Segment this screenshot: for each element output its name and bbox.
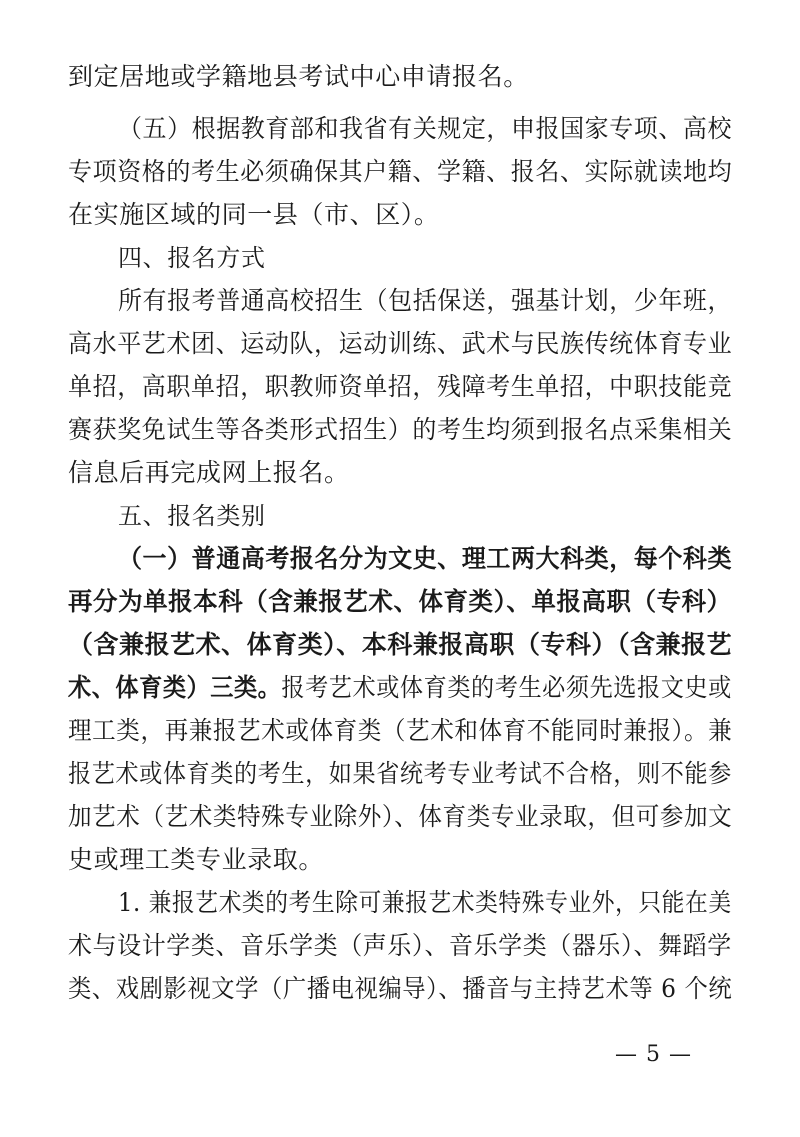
text-line: 报艺术或体育类的考生，如果省统考专业考试不合格，则不能参	[68, 759, 732, 788]
text-line: 1. 兼报艺术类的考生除可兼报艺术类特殊专业外，只能在美	[118, 888, 732, 917]
text-line: （五）根据教育部和我省有关规定，申报国家专项、高校	[118, 114, 733, 143]
text-line: 理工类，再兼报艺术或体育类（艺术和体育不能同时兼报）。兼	[68, 716, 733, 745]
text-line-bold: （含兼报艺术、体育类）、本科兼报高职（专科）（含兼报艺	[68, 630, 733, 659]
text-line: 所有报考普通高校招生（包括保送，强基计划，少年班，	[118, 286, 733, 315]
text-line: 专项资格的考生必须确保其户籍、学籍、报名、实际就读地均	[68, 157, 733, 186]
section-heading-5: 五、报名类别	[118, 502, 266, 530]
text-line: 高水平艺术团、运动队，运动训练、武术与民族传统体育专业	[68, 329, 733, 358]
text-line: 史或理工类专业录取。	[68, 845, 325, 874]
text-line: 单招，高职单招，职教师资单招，残障考生单招，中职技能竞	[68, 372, 733, 401]
page-number: — 5 —	[615, 1042, 692, 1067]
text-line-mixed	[68, 673, 732, 703]
text-segment-bold: 术、体育类）三类。	[68, 673, 282, 702]
text-line-bold: （一）普通高考报名分为文史、理工两大科类，每个科类	[118, 544, 733, 573]
text-line: 信息后再完成网上报名。	[68, 458, 350, 487]
text-line: 加艺术（艺术类特殊专业除外）、体育类专业录取，但可参加文	[68, 802, 733, 831]
text-line-bold: 再分为单报本科（含兼报艺术、体育类）、单报高职（专科）	[68, 587, 732, 616]
text-line: 赛获奖免试生等各类形式招生）的考生均须到报名点采集相关	[68, 415, 733, 444]
text-line: 到定居地或学籍地县考试中心申请报名。	[68, 62, 529, 91]
text-line: 在实施区域的同一县（市、区）。	[68, 200, 440, 229]
section-heading-4: 四、报名方式	[118, 244, 266, 272]
text-segment: 报考艺术或体育类的考生必须先选报文史或	[281, 673, 732, 702]
text-line: 术与设计学类、音乐学类（声乐）、音乐学类（器乐）、舞蹈学	[68, 931, 732, 960]
text-line: 类、戏剧影视文学（广播电视编导）、播音与主持艺术等 6 个统	[68, 974, 733, 1003]
